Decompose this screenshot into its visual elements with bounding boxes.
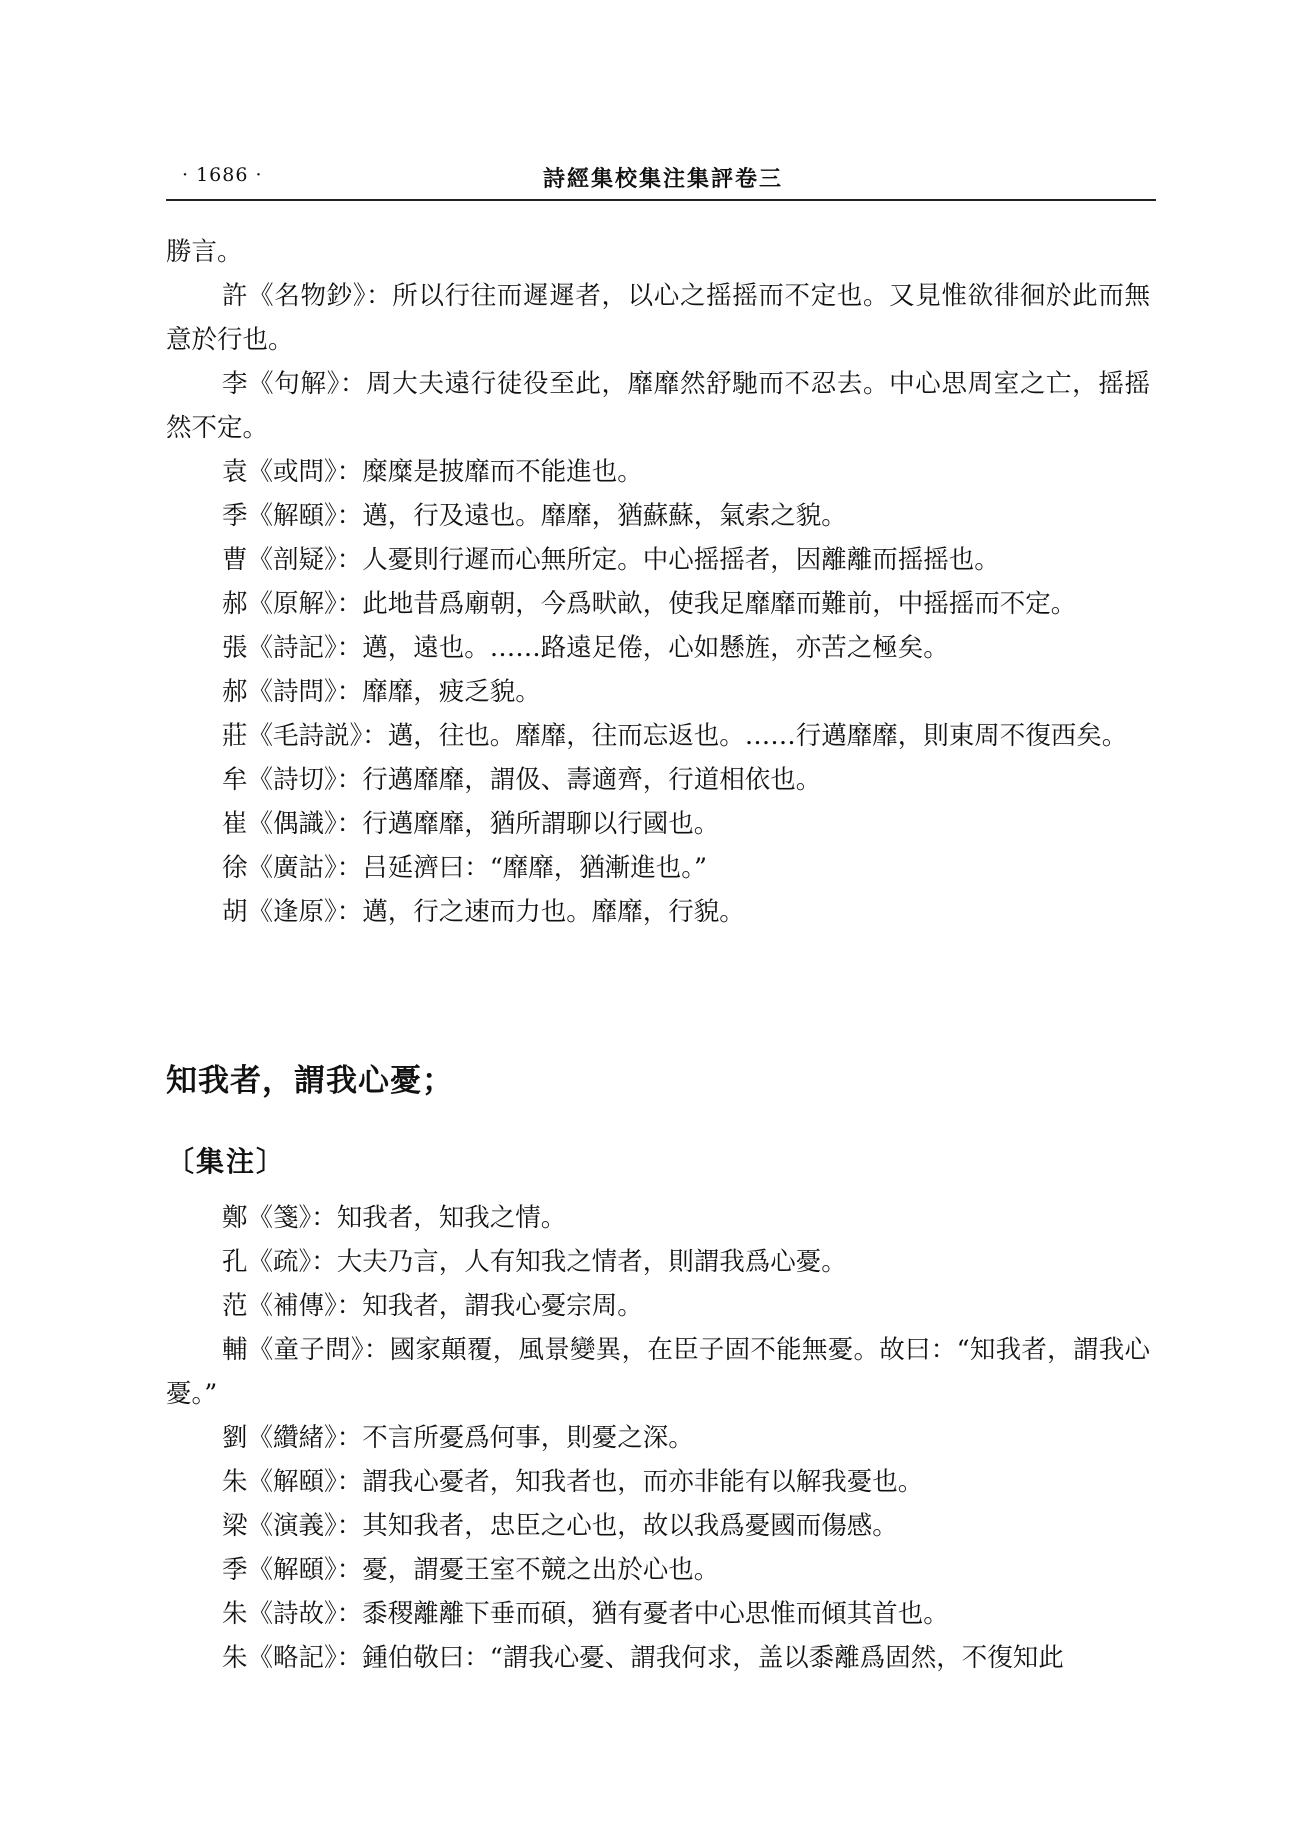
paragraph: 孔《疏》：大夫乃言，人有知我之情者，則謂我爲心憂。 bbox=[222, 1247, 847, 1277]
page-header bbox=[166, 158, 1160, 198]
verse-heading: 知我者，謂我心憂； bbox=[166, 1063, 454, 1099]
paragraph: 牟《詩切》：行邁靡靡，謂伋、壽適齊，行道相依也。 bbox=[222, 765, 822, 795]
page-number: · 1686 · bbox=[182, 164, 263, 186]
paragraph: 袁《或問》：糜糜是披靡而不能進也。 bbox=[222, 457, 643, 487]
paragraph: 郝《原解》：此地昔爲廟朝，今爲畎畝，使我足靡靡而難前，中摇摇而不定。 bbox=[222, 589, 1077, 619]
paragraph: 李《句解》：周大夫遠行徒役至此，靡靡然舒馳而不忍去。中心思周室之亡，摇摇然不定。 bbox=[166, 369, 1150, 443]
paragraph: 梁《演義》：其知我者，忠臣之心也，故以我爲憂國而傷感。 bbox=[222, 1511, 898, 1541]
paragraph: 季《解頤》：憂，謂憂王室不競之出於心也。 bbox=[222, 1555, 720, 1585]
running-title: 詩經集校集注集評卷三 bbox=[542, 166, 783, 192]
paragraph: 崔《偶識》：行邁靡靡，猶所謂聊以行國也。 bbox=[222, 809, 720, 839]
paragraph: 季《解頤》：邁，行及遠也。靡靡，猶蘇蘇，氣索之貌。 bbox=[222, 501, 847, 531]
commentary-block-1 bbox=[166, 230, 1150, 934]
paragraph: 朱《解頤》：謂我心憂者，知我者也，而亦非能有以解我憂也。 bbox=[222, 1467, 924, 1497]
paragraph: 朱《略記》：鍾伯敬曰：“謂我心憂、謂我何求，盖以黍離爲固然，不復知此 bbox=[222, 1643, 1064, 1673]
paragraph: 胡《逢原》：邁，行之速而力也。靡靡，行貌。 bbox=[222, 897, 745, 927]
paragraph: 劉《纘緒》：不言所憂爲何事，則憂之深。 bbox=[222, 1423, 694, 1453]
paragraph: 曹《剖疑》：人憂則行遲而心無所定。中心摇摇者，因離離而摇摇也。 bbox=[222, 545, 1000, 575]
paragraph: 范《補傳》：知我者，謂我心憂宗周。 bbox=[222, 1291, 643, 1321]
paragraph: 朱《詩故》：黍稷離離下垂而碩，猶有憂者中心思惟而傾其首也。 bbox=[222, 1599, 949, 1629]
paragraph: 張《詩記》：邁，遠也。……路遠足倦，心如懸旌，亦苦之極矣。 bbox=[222, 633, 949, 663]
paragraph: 郝《詩問》：靡靡，疲乏貌。 bbox=[222, 677, 541, 707]
sub-heading: 〔集注〕 bbox=[166, 1145, 287, 1178]
paragraph: 徐《廣詁》：吕延濟曰：“靡靡，猶漸進也。” bbox=[222, 853, 708, 883]
paragraph: 莊《毛詩説》：邁，往也。靡靡，往而忘返也。……行邁靡靡，則東周不復西矣。 bbox=[222, 721, 1128, 751]
commentary-block-2 bbox=[166, 1196, 1150, 1680]
paragraph: 勝言。 bbox=[166, 237, 243, 267]
header-rule bbox=[166, 199, 1156, 201]
paragraph: 許《名物鈔》：所以行往而遲遲者，以心之摇摇而不定也。又見惟欲徘徊於此而無意於行也。 bbox=[166, 281, 1150, 355]
paragraph: 輔《童子問》：國家顛覆，風景變異，在臣子固不能無憂。故曰：“知我者，謂我心憂。” bbox=[166, 1335, 1150, 1409]
paragraph: 鄭《箋》：知我者，知我之情。 bbox=[222, 1203, 567, 1233]
